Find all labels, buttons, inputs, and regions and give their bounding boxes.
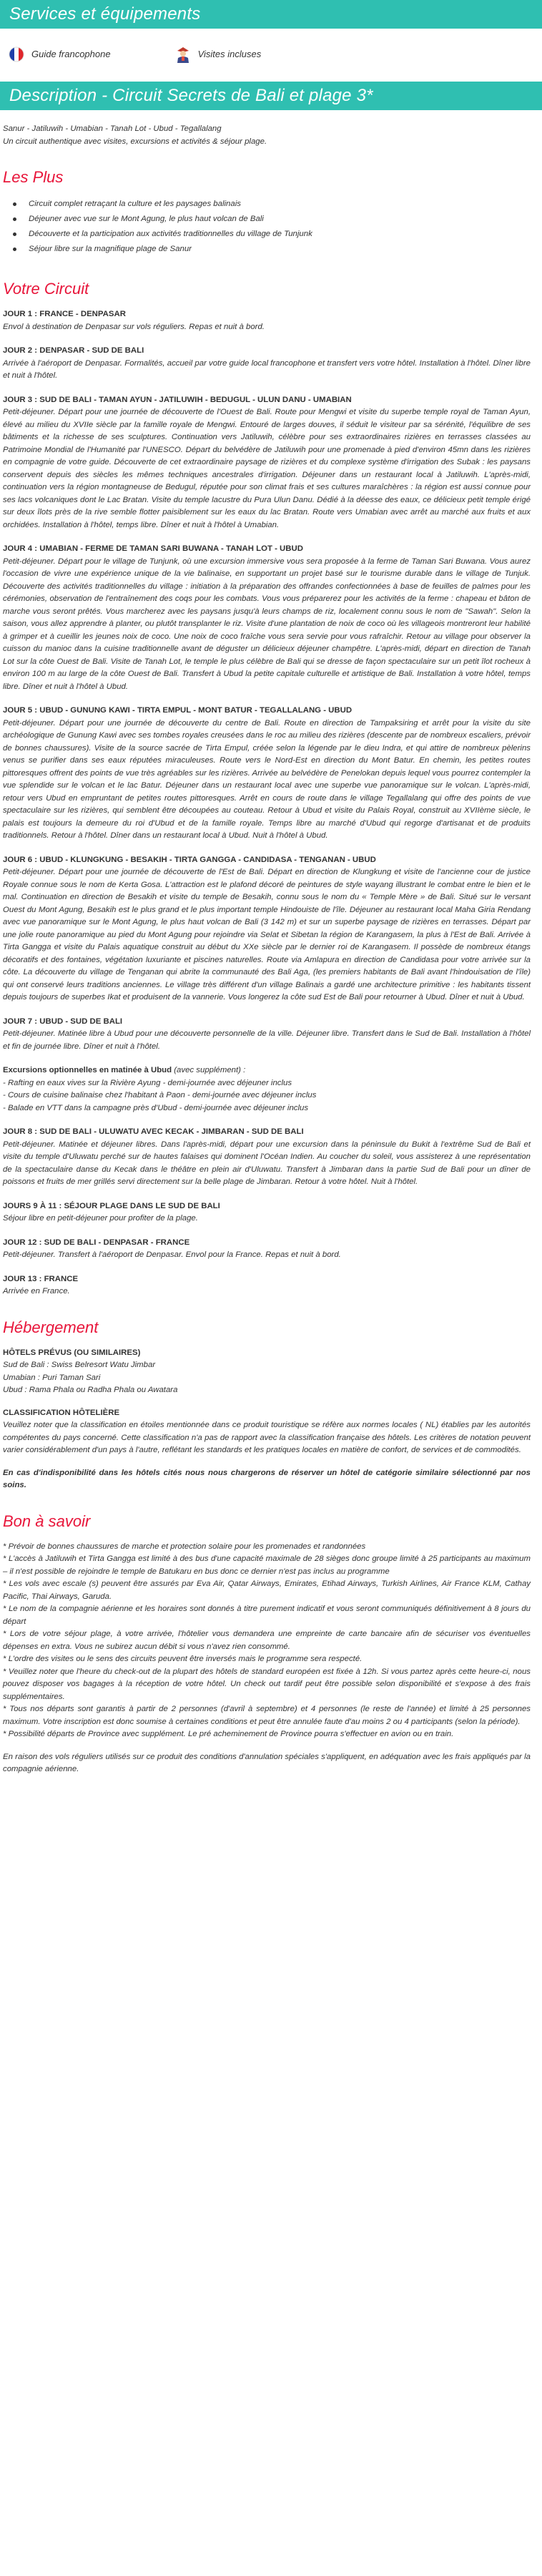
- day-title: JOUR 2 : DENPASAR - SUD DE BALI: [3, 346, 144, 355]
- service-label: Guide francophone: [31, 49, 111, 60]
- day-title: JOUR 5 : UBUD - GUNUNG KAWI - TIRTA EMPUL - MONT BATUR - TEGALLALANG - UBUD: [3, 706, 353, 715]
- day-title: JOUR 8 : SUD DE BALI - ULUWATU AVEC KECAK - JIMBARAN - SUD DE BALI: [3, 1127, 304, 1136]
- day-text: Petit-déjeuner. Départ pour une journée de découverte du centre de Bali. Route en direction de Tampaksiring et arrêt pour la visite du site archéologique de Gunung Kawi avec ses tombes royales creusées dans le roc au milieu des rizières (descente par de nombreux escaliers, prévoir de bonnes chaussures). Visite de la source sacrée de Tirta Empul, créée selon la légende par le dieu Indra, et qui attire de nombreux pèlerins venus se purifier dans ses eaux réputées miraculeuses. Route vers le Nord-Est en direction du Mont Batur. En chemin, les petites routes pittoresques offrent des points de vue très agréables sur les rizières. Arrivée au belvédère de Penelokan depuis lequel vous pourrez contempler la vue splendide sur le volcan et le lac Batur. Déjeuner dans un restaurant local avec une superbe vue panoramique sur le volcan. L'après-midi, retour vers Ubud en empruntant de petites routes pittoresques. Arrêt en cours de route dans le village Tegallalang qui offre des points de vue spectaculaire sur les rizières, qui semblent être découpées au couteau. Retour à Ubud et visite du Palais Royal, construit au XVIIème siècle, le palais est toujours la demeure du roi d'Ubud et de la famille royale. Temps libre au marché d'Ubud qui regorge d'artisanat et de produits traditionnels. Retour à l'hôtel. Dîner dans un restaurant local à Ubud. Nuit à l'hôtel à Ubud.: [3, 718, 531, 840]
- bon-note: * L'ordre des visites ou le sens des circuits peuvent être inversés mais le programme sera respecté.: [3, 1655, 363, 1663]
- day-block: [3, 1016, 531, 1054]
- services-heading: Services et équipements: [0, 0, 542, 29]
- optional-item: - Cours de cuisine balinaise chez l'habitant à Paon - demi-journée avec déjeuner inclus: [3, 1091, 317, 1100]
- hotel-line: Ubud : Rama Phala ou Radha Phala ou Awatara: [3, 1386, 178, 1394]
- service-item-visits: [175, 46, 262, 63]
- day-text: Arrivée à l'aéroport de Denpasar. Formalités, accueil par votre guide local francophone et transfert vers votre hôtel. Installation à l'hôtel. Dîner libre et nuit à l'hôtel.: [3, 358, 531, 380]
- day-title: JOUR 6 : UBUD - KLUNGKUNG - BESAKIH - TIRTA GANGGA - CANDIDASA - TENGANAN - UBUD: [3, 855, 376, 864]
- day-title: JOUR 7 : UBUD - SUD DE BALI: [3, 1017, 123, 1026]
- description-heading: Description - Circuit Secrets de Bali et plage 3*: [0, 82, 542, 110]
- day-block: [3, 1126, 531, 1189]
- day-block: [3, 308, 531, 333]
- bon-note: * Le nom de la compagnie aérienne et les horaires sont donnés à titre purement indicatif et vous seront communiqués définitivement à 8 jours du départ: [3, 1605, 531, 1626]
- day-text: Arrivée en France.: [3, 1287, 70, 1296]
- day-title: JOUR 4 : UMABIAN - FERME DE TAMAN SARI BUWANA - TANAH LOT - UBUD: [3, 544, 303, 553]
- plus-item: Circuit complet retraçant la culture et les paysages balinais: [13, 197, 531, 212]
- day-text: Petit-déjeuner. Matinée libre à Ubud pour une découverte personnelle de la ville. Déjeuner libre. Transfert dans le Sud de Bali. Installation à l'hôtel et fin de journée libre. Dîner et nuit à l'hôtel.: [3, 1029, 531, 1051]
- day-title: JOUR 13 : FRANCE: [3, 1274, 79, 1283]
- day-text: Petit-déjeuner. Transfert à l'aéroport de Denpasar. Envol pour la France. Repas et nuit à bord.: [3, 1250, 341, 1259]
- indisponibilite-note: En cas d'indisponibilité dans les hôtels cités nous nous chargerons de réserver un hôtel de catégorie similaire sélectionné par nos soins.: [3, 1468, 531, 1489]
- day-block: [3, 854, 531, 1004]
- plus-item: Découverte et la participation aux activités traditionnelles du village de Tunjunk: [13, 227, 531, 242]
- french-flag-icon: [9, 46, 24, 62]
- plus-list: [13, 197, 531, 257]
- day-block: [3, 394, 531, 532]
- day-text: Petit-déjeuner. Départ pour une journée de découverte de l'Ouest de Bali. Route pour Mengwi et visite du superbe temple royal de Taman Ayun, élevé au milieu du XVIIe siècle par la famille royale de Mengwi. Entouré de larges douves, il séduit le visiteur par sa sérénité, l'équilibre de ses bâtiments et la richesse de ses sculptures. Continuation vers Jatiluwih, célèbre pour ses extraordinaires rizières en terrasses classées au Patrimoine Mondial de l'Humanité par l'UNESCO. Départ du belvédère de Jatiluwih pour une promenade à pied d'environ 45mn dans les rizières en compagnie de votre guide. Découverte de cet extraordinaire paysage de rizières et du complexe système d'irrigation des Subak : les paysans conservent depuis des siècles les mêmes techniques ancestrales d'irrigation. Déjeuner dans un restaurant local à Jatiluwih. L'après-midi, continuation vers la région montagneuse de Bedugul, réputée pour son climat frais et ses cultures maraîchères : la région est aussi connue pour ses lacs volcaniques dont le Lac Bratan. Visite du temple lacustre du Pura Ulun Danu. Dédié à la déesse des eaux, ce délicieux petit temple érigé sur deux îlots près de la rive semble flotter paisiblement sur les eaux du lac Bratan. Route vers Umabian avec arrêt au marché aux fruits et aux orchidées. Installation à l'hôtel, temps libre. Dîner et nuit à l'hôtel à Umabian.: [3, 408, 531, 529]
- classification-text: Veuillez noter que la classification en étoiles mentionnée dans ce produit touristique se réfère aux normes locales ( NL) établies par les autorités compétentes du pays concerné. Cette classification n'a pas de rapport avec la classification française des hôtels. Les critères de notation peuvent varier considérablement d'un pays à l'autre, reflétant les standards et les pratiques locales en matière de confort, de services et de commodités.: [3, 1421, 531, 1454]
- optional-title-text: Excursions optionnelles en matinée à Ubud: [3, 1066, 172, 1074]
- day-block: [3, 1237, 531, 1262]
- optional-title: [3, 1064, 531, 1077]
- day-block: [3, 1200, 531, 1225]
- cancellation-note: En raison des vols réguliers utilisés sur ce produit des conditions d'annulation spéciales s'appliquent, en adéquation avec les frais appliqués par la compagnie aérienne.: [3, 1752, 531, 1773]
- services-row: [0, 29, 542, 80]
- day-text: Séjour libre en petit-déjeuner pour profiter de la plage.: [3, 1214, 198, 1223]
- bon-note: * Veuillez noter que l'heure du check-out de la plupart des hôtels de standard européen est fixée à 12h. Si vous partez après cette heure-ci, nous pouvez disposer vos bagages à la réception de votre hôtel. Un check out tardif peut être possible selon disponibilité et s'expose à des frais supplémentaires.: [3, 1667, 531, 1701]
- classification-title: CLASSIFICATION HÔTELIÈRE: [3, 1408, 120, 1417]
- bon-note: * Lors de votre séjour plage, à votre arrivée, l'hôtelier vous demandera une empreinte de carte bancaire afin de sécuriser vos éventuelles dépenses en extra. Vous ne subirez aucun débit si vous n'avez rien consommé.: [3, 1630, 531, 1651]
- hotel-line: Sud de Bali : Swiss Belresort Watu Jimbar: [3, 1361, 156, 1369]
- optional-item: - Rafting en eaux vives sur la Rivière Ayung - demi-journée avec déjeuner inclus: [3, 1078, 292, 1087]
- summary-line: Un circuit authentique avec visites, excursions et activités & séjour plage.: [3, 137, 267, 146]
- day-text: Envol à destination de Denpasar sur vols réguliers. Repas et nuit à bord.: [3, 322, 265, 331]
- circuit-heading: Votre Circuit: [3, 280, 89, 298]
- day-block: [3, 1273, 531, 1298]
- route-line: Sanur - Jatiluwih - Umabian - Tanah Lot - Ubud - Tegallalang: [3, 124, 222, 133]
- intro: [3, 123, 531, 148]
- day-text: Petit-déjeuner. Départ pour le village de Tunjunk, où une excursion immersive vous sera proposée à la ferme de Taman Sari Buwana. Vous aurez l'occasion de vivre une expérience unique de la vie balinaise, en supportant un projet basé sur le tourisme durable dans le village de Tunjuk. Découverte des activités traditionnelles du village : initiation à la préparation des offrandes confectionnées à base de feuilles de palmes pour les cérémonies, observation de l'entraînement des coqs pour les combats. Vous vous préparerez pour les activités de la ferme : chapeau et bâton de marche vous seront prêtés. Vous marcherez avec les paysans jusqu'à leurs champs de riz, localement connu sous le nom de "Sawah". Selon la saison, vous allez apprendre à planter, ou plutôt transplanter le riz. Visite d'une plantation de noix de coco où les villageois montreront leur habilité à grimper et à cueillir les jeunes noix de coco. Une noix de coco fraîche vous sera servie pour vous rafraîchir. Retour au village pour observer la cuisson du manioc dans la cuisine traditionnelle avant de déguster un délicieux déjeuner champêtre. L'après-midi, départ en direction de Tanah Lot sur la côte Ouest de Bali. Visite de Tanah Lot, le temple le plus célèbre de Bali qui se dresse de façon spectaculaire sur un petit îlot rocheux à environ 100 m au large de la côte Ouest de Bali. Transfert à Ubud la petite capitale culturelle et artistique de Bali. Installation à votre hôtel, temps libre. Dîner et nuit à l'hôtel à Ubud.: [3, 557, 531, 691]
- optional-note: (avec supplément) :: [174, 1066, 246, 1074]
- day-title: JOURS 9 À 11 : SÉJOUR PLAGE DANS LE SUD DE BALI: [3, 1201, 220, 1210]
- day-block: [3, 705, 531, 843]
- day-title: JOUR 3 : SUD DE BALI - TAMAN AYUN - JATILUWIH - BEDUGUL - ULUN DANU - UMABIAN: [3, 395, 352, 404]
- plus-heading: Les Plus: [3, 168, 64, 186]
- bon-heading: Bon à savoir: [3, 1512, 91, 1530]
- service-label: Visites incluses: [197, 49, 262, 60]
- day-text: Petit-déjeuner. Départ pour une journée de découverte de l'Est de Bali. Départ en direction de Klungkung et visite de l'ancienne cour de justice Royale connue sous le nom de Kerta Gosa. L'attraction est le plafond décoré de peintures de style wayang illustrant le combat entre le bien et le mal. Continuation en direction de Besakih et visite du temple de Besakih, connu sous le nom du « Temple Mère » de Bali. Situé sur le versant Ouest du Mont Agung, Besakih est le plus grand et le plus important temple Hindouiste de l'île. Déjeuner au restaurant local Maha Giria Rendang avec vue panoramique sur le Mont Agung, le plus haut volcan de Bali (3 142 m) et sur un superbe paysage de rizières en terrasses. Départ par une jolie route panoramique au pied du Mont Agung pour rejoindre via Selat et Sibetan la région de Karangasem, la plus à l'Est de Bali. Arrivée à Tirta Gangga et visite du Palais aquatique construit au début du XXe siècle par le dernier roi de Karangasem. Il possède de nombreux étangs décoratifs et des fontaines, végétation luxuriante et piscines naturelles. Route via Amlapura en direction de Candidasa pour votre arrivée sur la côte. La découverte du village de Tenganan qui abrite la communauté des Bali Aga, (les premiers habitants de Bali avant l'hindouisation de l'île) qui ont conservé leurs traditions anciennes. Le village très différent d'un village Balinais a gardé une architecture primitive : les habitants tissent depuis toujours de superbes Ikat et produisent de la vannerie. Vous longerez la côte sud Est de Bali pour retourner à Ubud. Dîner et nuit à Ubud.: [3, 868, 531, 1001]
- day-title: JOUR 12 : SUD DE BALI - DENPASAR - FRANCE: [3, 1238, 190, 1247]
- optional-item: - Balade en VTT dans la campagne près d'Ubud - demi-journée avec déjeuner inclus: [3, 1103, 309, 1112]
- guide-person-icon: [175, 46, 191, 63]
- bon-note: * Tous nos départs sont garantis à partir de 2 personnes (d'avril à septembre) et 4 personnes (le reste de l'année) et limité à 25 personnes maximum. Votre inscription est donc soumise à certaines conditions et peut être annulée faute d'au moins 2 ou 4 participants (selon la période).: [3, 1705, 531, 1726]
- plus-item: Déjeuner avec vue sur le Mont Agung, le plus haut volcan de Bali: [13, 212, 531, 227]
- bon-note: * Prévoir de bonnes chaussures de marche et protection solaire pour les promenades et randonnées: [3, 1542, 366, 1551]
- bon-note: * Possibilité départs de Province avec supplément. Le pré acheminement de Province pourra s'effectuer en avion ou en train.: [3, 1730, 454, 1738]
- optional-excursions: [3, 1064, 531, 1115]
- hotels-title: HÔTELS PRÉVUS (OU SIMILAIRES): [3, 1348, 141, 1357]
- hotel-line: Umabian : Puri Taman Sari: [3, 1373, 101, 1382]
- day-block: [3, 543, 531, 693]
- day-text: Petit-déjeuner. Matinée et déjeuner libres. Dans l'après-midi, départ pour une excursion dans la péninsule du Bukit à l'extrême Sud de Bali et visite du temple d'Uluwatu perché sur de hautes falaises qui dominent l'Océan Indien. Au coucher du soleil, vous assisterez à une représentation de la spectaculaire danse du Kecak dans le théâtre en plein air d'Uluwatu. Transfert à Jimbaran dans la partie Sud de Bali pour un dîner de poissons et fruits de mer grillés servi directement sur la belle plage de Jimbaran. Retour à votre hôtel. Nuit à l'hôtel.: [3, 1140, 531, 1186]
- bon-note: * Les vols avec escale (s) peuvent être assurés par Eva Air, Qatar Airways, Emirates, Etihad Airways, Turkish Airlines, Air France KLM, Cathay Pacific, Thai Airways, Garuda.: [3, 1580, 531, 1601]
- hebergement-heading: Hébergement: [3, 1318, 99, 1336]
- service-item-guide: [9, 46, 111, 62]
- plus-item: Séjour libre sur la magnifique plage de Sanur: [13, 242, 531, 257]
- content: [0, 123, 542, 1776]
- day-title: JOUR 1 : FRANCE - DENPASAR: [3, 310, 126, 318]
- bon-note: * L'accès à Jatiluwih et Tirta Gangga est limité à des bus d'une capacité maximale de 28 sièges donc groupe limité à 25 participants au maximum – il n'est possible de rejoindre le temple de Batukaru en bus donc ce dernier n'est pas inclus au programme: [3, 1554, 531, 1576]
- day-block: [3, 345, 531, 383]
